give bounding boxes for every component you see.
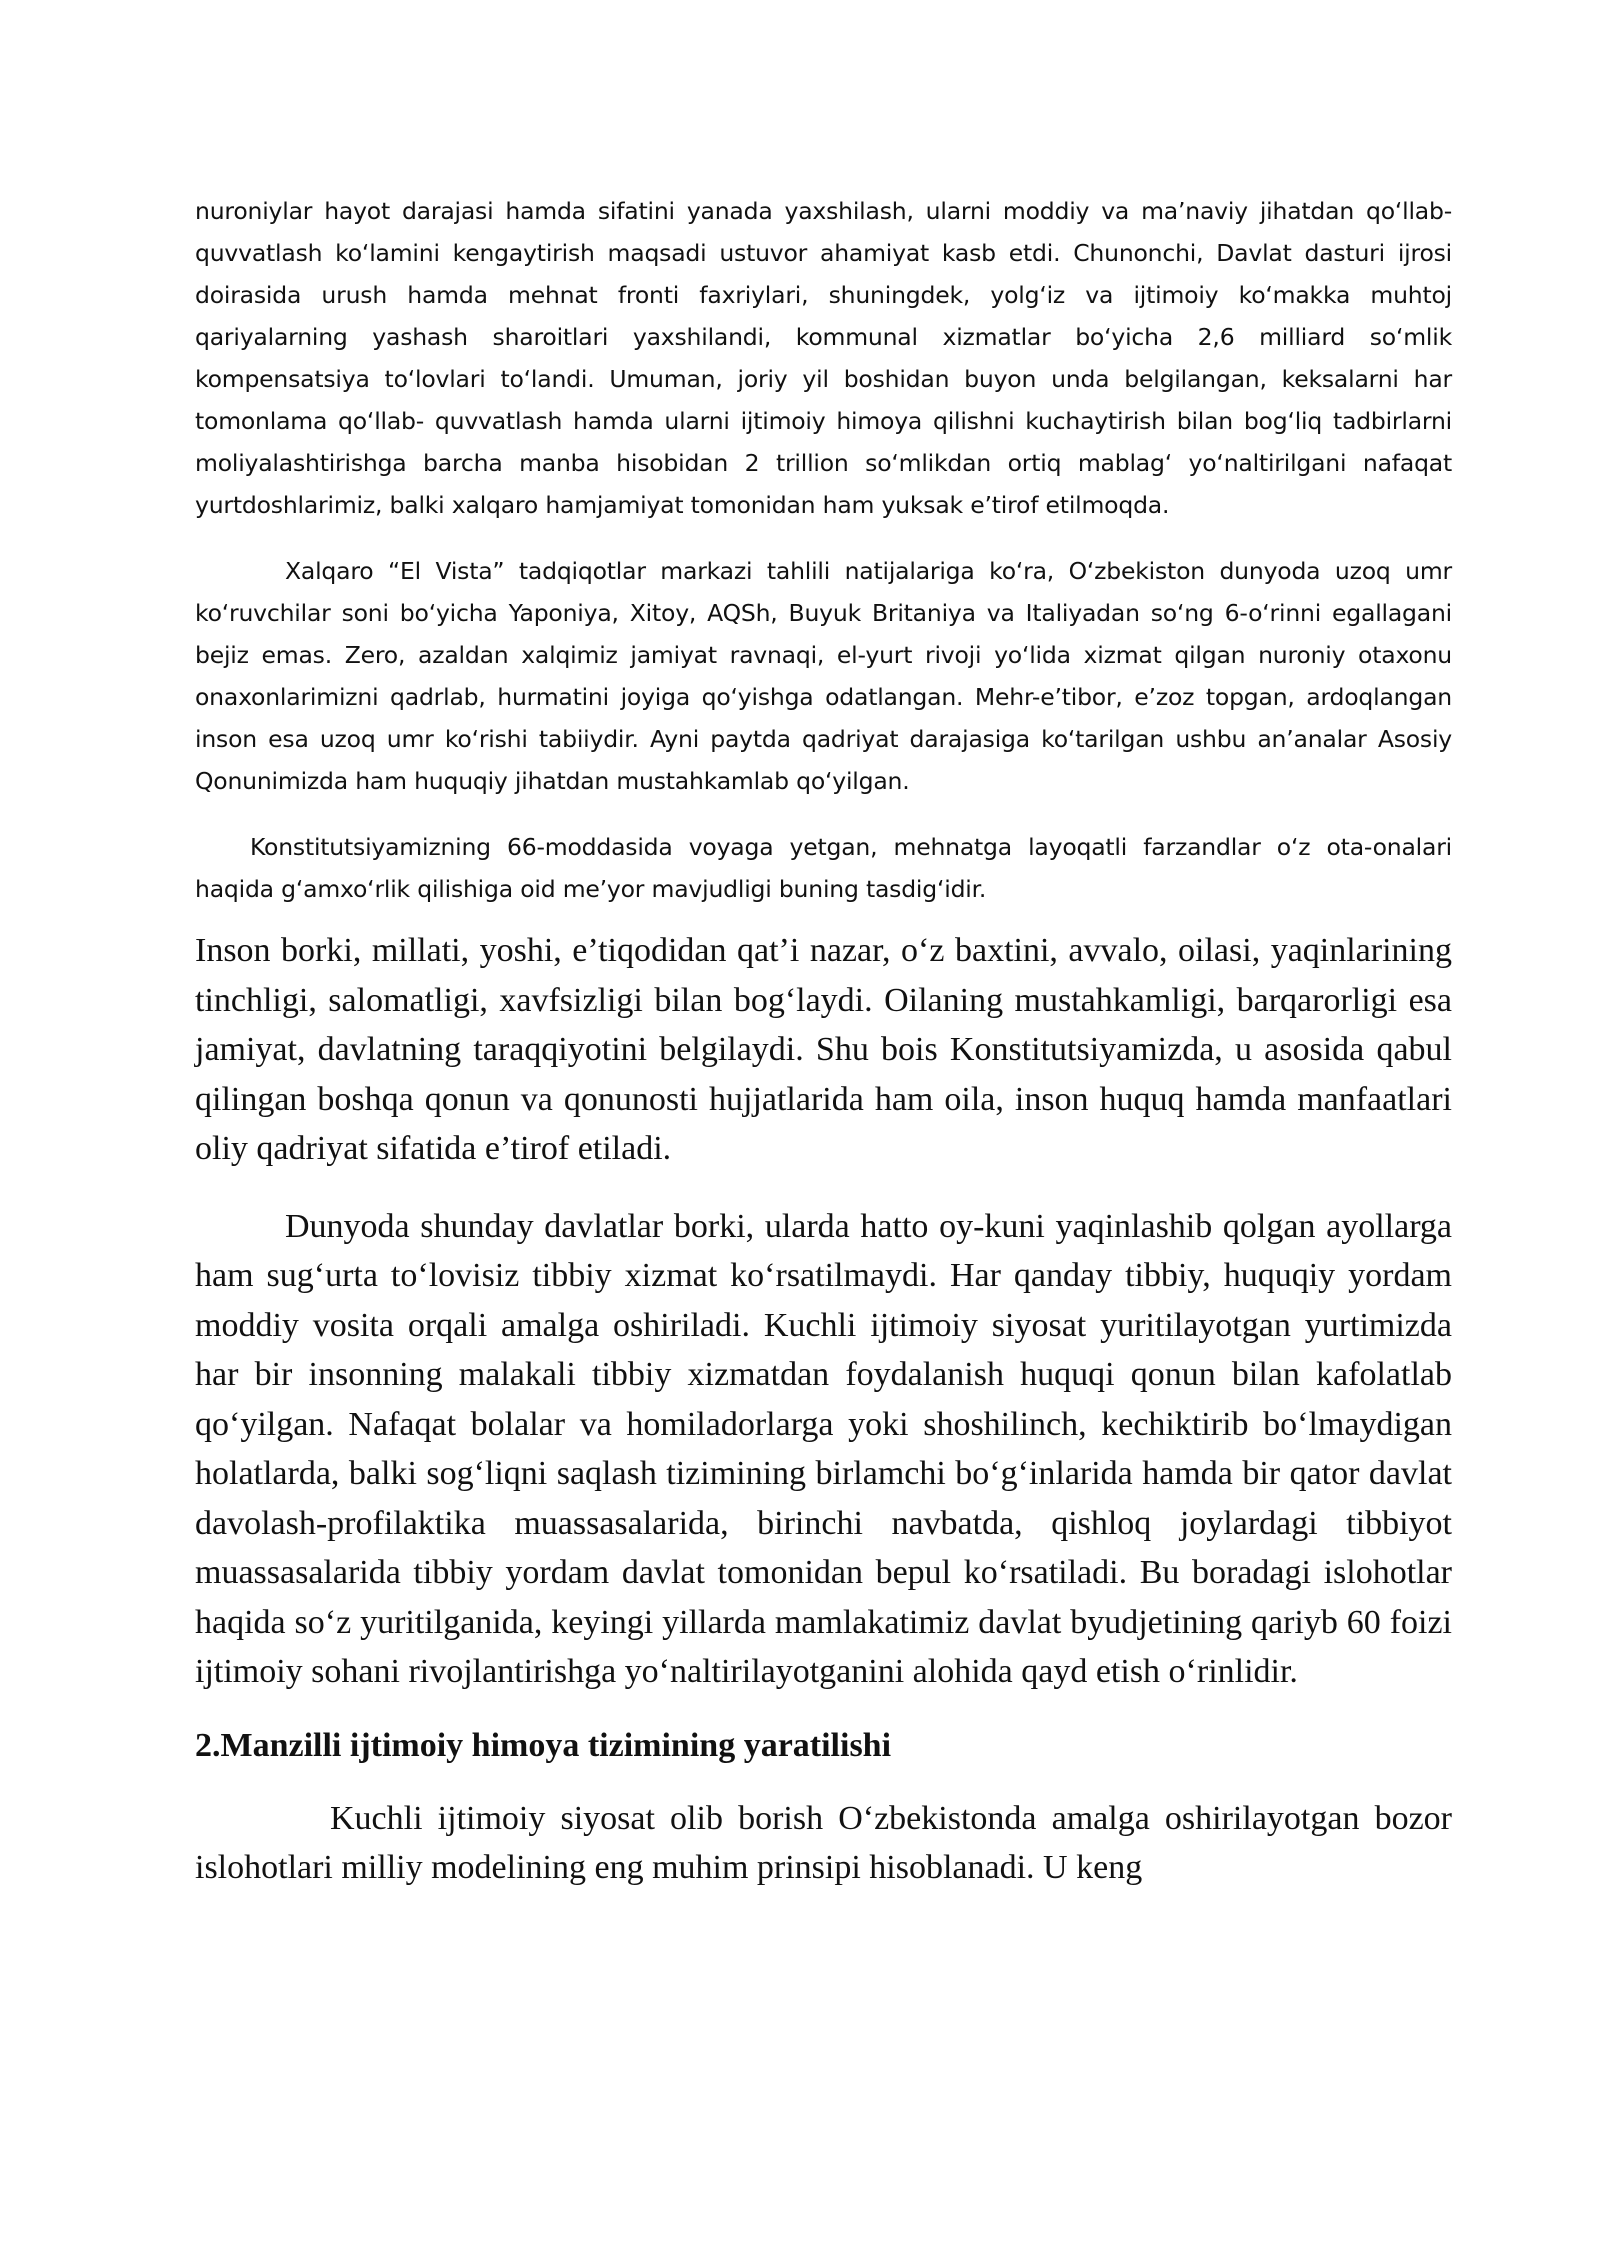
paragraph-article-66: Konstitutsiyamizning 66-moddasida voyaga yetgan, mehnatga layoqatli farzandlar o‘z ota-onalari haqida g‘amxo‘rlik qilishiga oid me’yor mavjudligi buning tasdig‘idir.: [195, 833, 1452, 903]
paragraph-medical-services: Dunyoda shunday davlatlar borki, ularda hatto oy-kuni yaqinlashib qolgan ayollarga ham sug‘urta to‘lovisiz tibbiy xizmat ko‘rsatilmaydi. Har qanday tibbiy, huquqiy yordam moddiy vosita orqali amalga oshiriladi. Kuchli ijtimoiy siyosat yuritilayotgan yurtimizda har bir insonning malakali tibbiy xizmatdan foydalanish huquqi qonun bilan kafolatlab qo‘yilgan. Nafaqat bolalar va homiladorlarga yoki shoshilinch, kechiktirib bo‘lmaydigan holatlarda, balki sog‘liqni saqlash tizimining birlamchi bo‘g‘inlarida hamda bir qator davlat davolash-profilaktika muassasalarida, birinchi navbatda, qishloq joylardagi tibbiyot muassasalarida tibbiy yordam davlat tomonidan bepul ko‘rsatiladi. Bu boradagi islohotlar haqida so‘z yuritilganida, keyingi yillarda mamlakatimiz davlat byudjetining qariyb 60 foizi ijtimoiy sohani rivojlantirishga yo‘naltirilayotganini alohida qayd etish o‘rinlidir.: [195, 1207, 1452, 1690]
paragraph-el-vista-ranking: Xalqaro “El Vista” tadqiqotlar markazi tahlili natijalariga ko‘ra, O‘zbekiston dunyoda uzoq umr ko‘ruvchilar soni bo‘yicha Yaponiya, Xitoy, AQSh, Buyuk Britaniya va Italiyadan so‘ng 6-o‘rinni egallagani bejiz emas. Zero, azaldan xalqimiz jamiyat ravnaqi, el-yurt rivoji yo‘lida xizmat qilgan nuroniy otaxonu onaxonlarimizni qadrlab, hurmatini joyiga qo‘yishga odatlangan. Mehr-e’tibor, e’zoz topgan, ardoqlangan inson esa uzoq umr ko‘rishi tabiiydir. Ayni paytda qadriyat darajasiga ko‘tarilgan ushbu an’analar Asosiy Qonunimizda ham huquqiy jihatdan mustahkamlab qo‘yilgan.: [195, 557, 1452, 795]
section-heading: 2.Manzilli ijtimoiy himoya tizimining yaratilishi: [195, 1726, 892, 1764]
paragraph-elderly-support: nuroniylar hayot darajasi hamda sifatini yanada yaxshilash, ularni moddiy va ma’naviy jihatdan qo‘llab-quvvatlash ko‘lamini kengaytirish maqsadi ustuvor ahamiyat kasb etdi. Chunonchi, Davlat dasturi ijrosi doirasida urush hamda mehnat fronti faxriylari, shuningdek, yolg‘iz va ijtimoiy ko‘makka muhtoj qariyalarning yashash sharoitlari yaxshilandi, kommunal xizmatlar bo‘yicha 2,6 milliard so‘mlik kompensatsiya to‘lovlari to‘landi. Umuman, joriy yil boshidan buyon unda belgilangan, keksalarni har tomonlama qo‘llab- quvvatlash hamda ularni ijtimoiy himoya qilishni kuchaytirish bilan bog‘liq tadbirlarni moliyalashtirishga barcha manba hisobidan 2 trillion so‘mlikdan ortiq mablag‘ yo‘naltirilgani nafaqat yurtdoshlarimiz, balki xalqaro hamjamiyat tomonidan ham yuksak e’tirof etilmoqda.: [195, 197, 1452, 519]
document-page: [195, 190, 1452, 1893]
paragraph-social-policy: Kuchli ijtimoiy siyosat olib borish O‘zbekistonda amalga oshirilayotgan bozor islohotlari milliy modelining eng muhim prinsipi hisoblanadi. U keng: [195, 1799, 1452, 1886]
paragraph-family-values: Inson borki, millati, yoshi, e’tiqodidan qat’i nazar, o‘z baxtini, avvalo, oilasi, yaqinlarining tinchligi, salomatligi, xavfsizligi bilan bog‘laydi. Oilaning mustahkamligi, barqarorligi esa jamiyat, davlatning taraqqiyotini belgilaydi. Shu bois Konstitutsiyamizda, u asosida qabul qilingan boshqa qonun va qonunosti hujjatlarida ham oila, inson huquq hamda manfaatlari oliy qadriyat sifatida e’tirof etiladi.: [195, 932, 1452, 1167]
